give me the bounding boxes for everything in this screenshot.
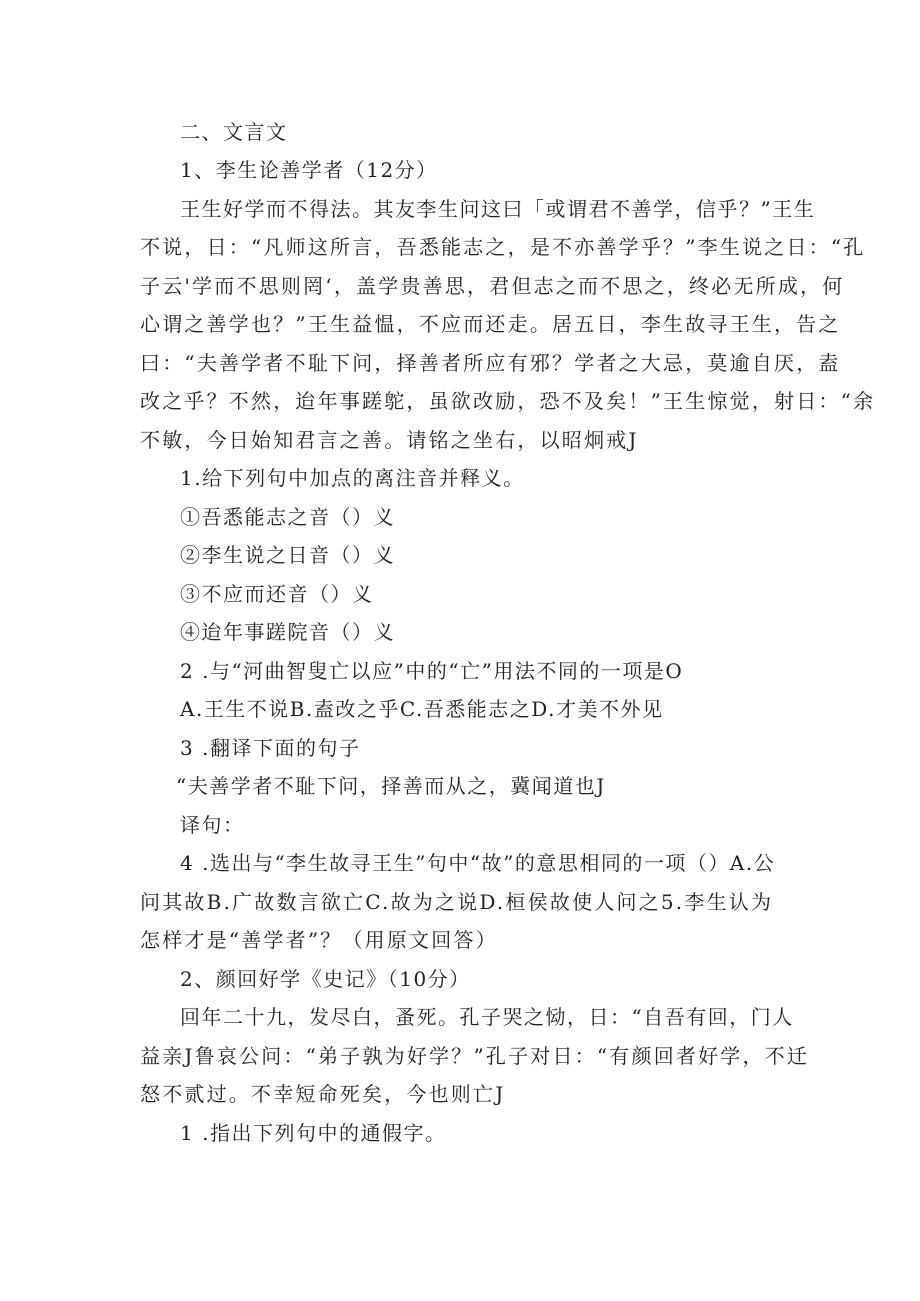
question-5: 怎样才是“善学者”？（用原文回答）: [140, 928, 498, 952]
question-3-answer-label: 译句：: [180, 813, 245, 837]
question-1-item: ②李生说之日音（）义: [180, 543, 395, 567]
question-2-options: A.王生不说B.盍改之乎C.吾悉能志之D.才美不外见: [180, 697, 664, 721]
passage1-text-line: 子云'学而不思则罔‘，盖学贵善思，君但志之而不思之，终必无所成，何: [140, 274, 845, 298]
question-1: 1.给下列句中加点的离注音并释义。: [180, 466, 525, 490]
passage2-text-line: 回年二十九，发尽白，蚤死。孔子哭之恸，日：“自吾有回，门人: [180, 1005, 794, 1029]
question-1-item: ③不应而还音（）义: [180, 582, 374, 606]
passage1-text-line: 曰：“夫善学者不耻下问，择善者所应有邪？学者之大忌，莫逾自厌，盍: [140, 351, 841, 375]
passage1-title: 1、李生论善学者（12分）: [180, 158, 438, 182]
passage2-text-line: 益亲J鲁哀公问：“弟子孰为好学？”孔子对日：“有颜回者好学，不迁: [140, 1044, 810, 1068]
question-3: 3 .翻译下面的句子: [180, 736, 361, 760]
passage1-text-line: 不敏，今日始知君言之善。请铭之坐右，以昭炯戒J: [140, 428, 639, 452]
question-1-item: ④迨年事蹉院音（）义: [180, 620, 395, 644]
question-2: 2 .与“河曲智叟亡以应”中的“亡”用法不同的一项是O: [180, 659, 684, 683]
passage2-text-line: 怒不贰过。不幸短命死矣，今也则亡J: [140, 1082, 506, 1106]
passage1-text-line: 改之乎？不然，迨年事蹉鸵，虽欲改励，恐不及矣！”王生惊觉，射日：“余: [140, 389, 876, 413]
question-1-item: ①吾悉能志之音（）义: [180, 505, 395, 529]
question-3-sentence: “夫善学者不耻下问，择善而从之，冀闻道也J: [176, 774, 606, 798]
question-4-options: 问其故B.广故数言欲亡C.故为之说D.桓侯故使人问之5.李生认为: [140, 890, 774, 914]
question-4: 4 .选出与“李生故寻王生”句中“故”的意思相同的一项（）A.公: [180, 851, 776, 875]
passage2-title: 2、颜回好学《史记》（10分）: [180, 967, 471, 991]
section-heading: 二、文言文: [180, 120, 288, 144]
passage1-text-line: 王生好学而不得法。其友李生问这曰「或谓君不善学，信乎？”王生: [180, 197, 816, 221]
passage1-text-line: 心谓之善学也？”王生益愠，不应而还走。居五日，李生故寻王生，告之: [140, 312, 841, 336]
passage2-question-1: 1 .指出下列句中的通假字。: [180, 1121, 447, 1145]
passage1-text-line: 不说，日：“凡师这所言，吾悉能志之，是不亦善学乎？”李生说之日：“孔: [140, 235, 866, 259]
